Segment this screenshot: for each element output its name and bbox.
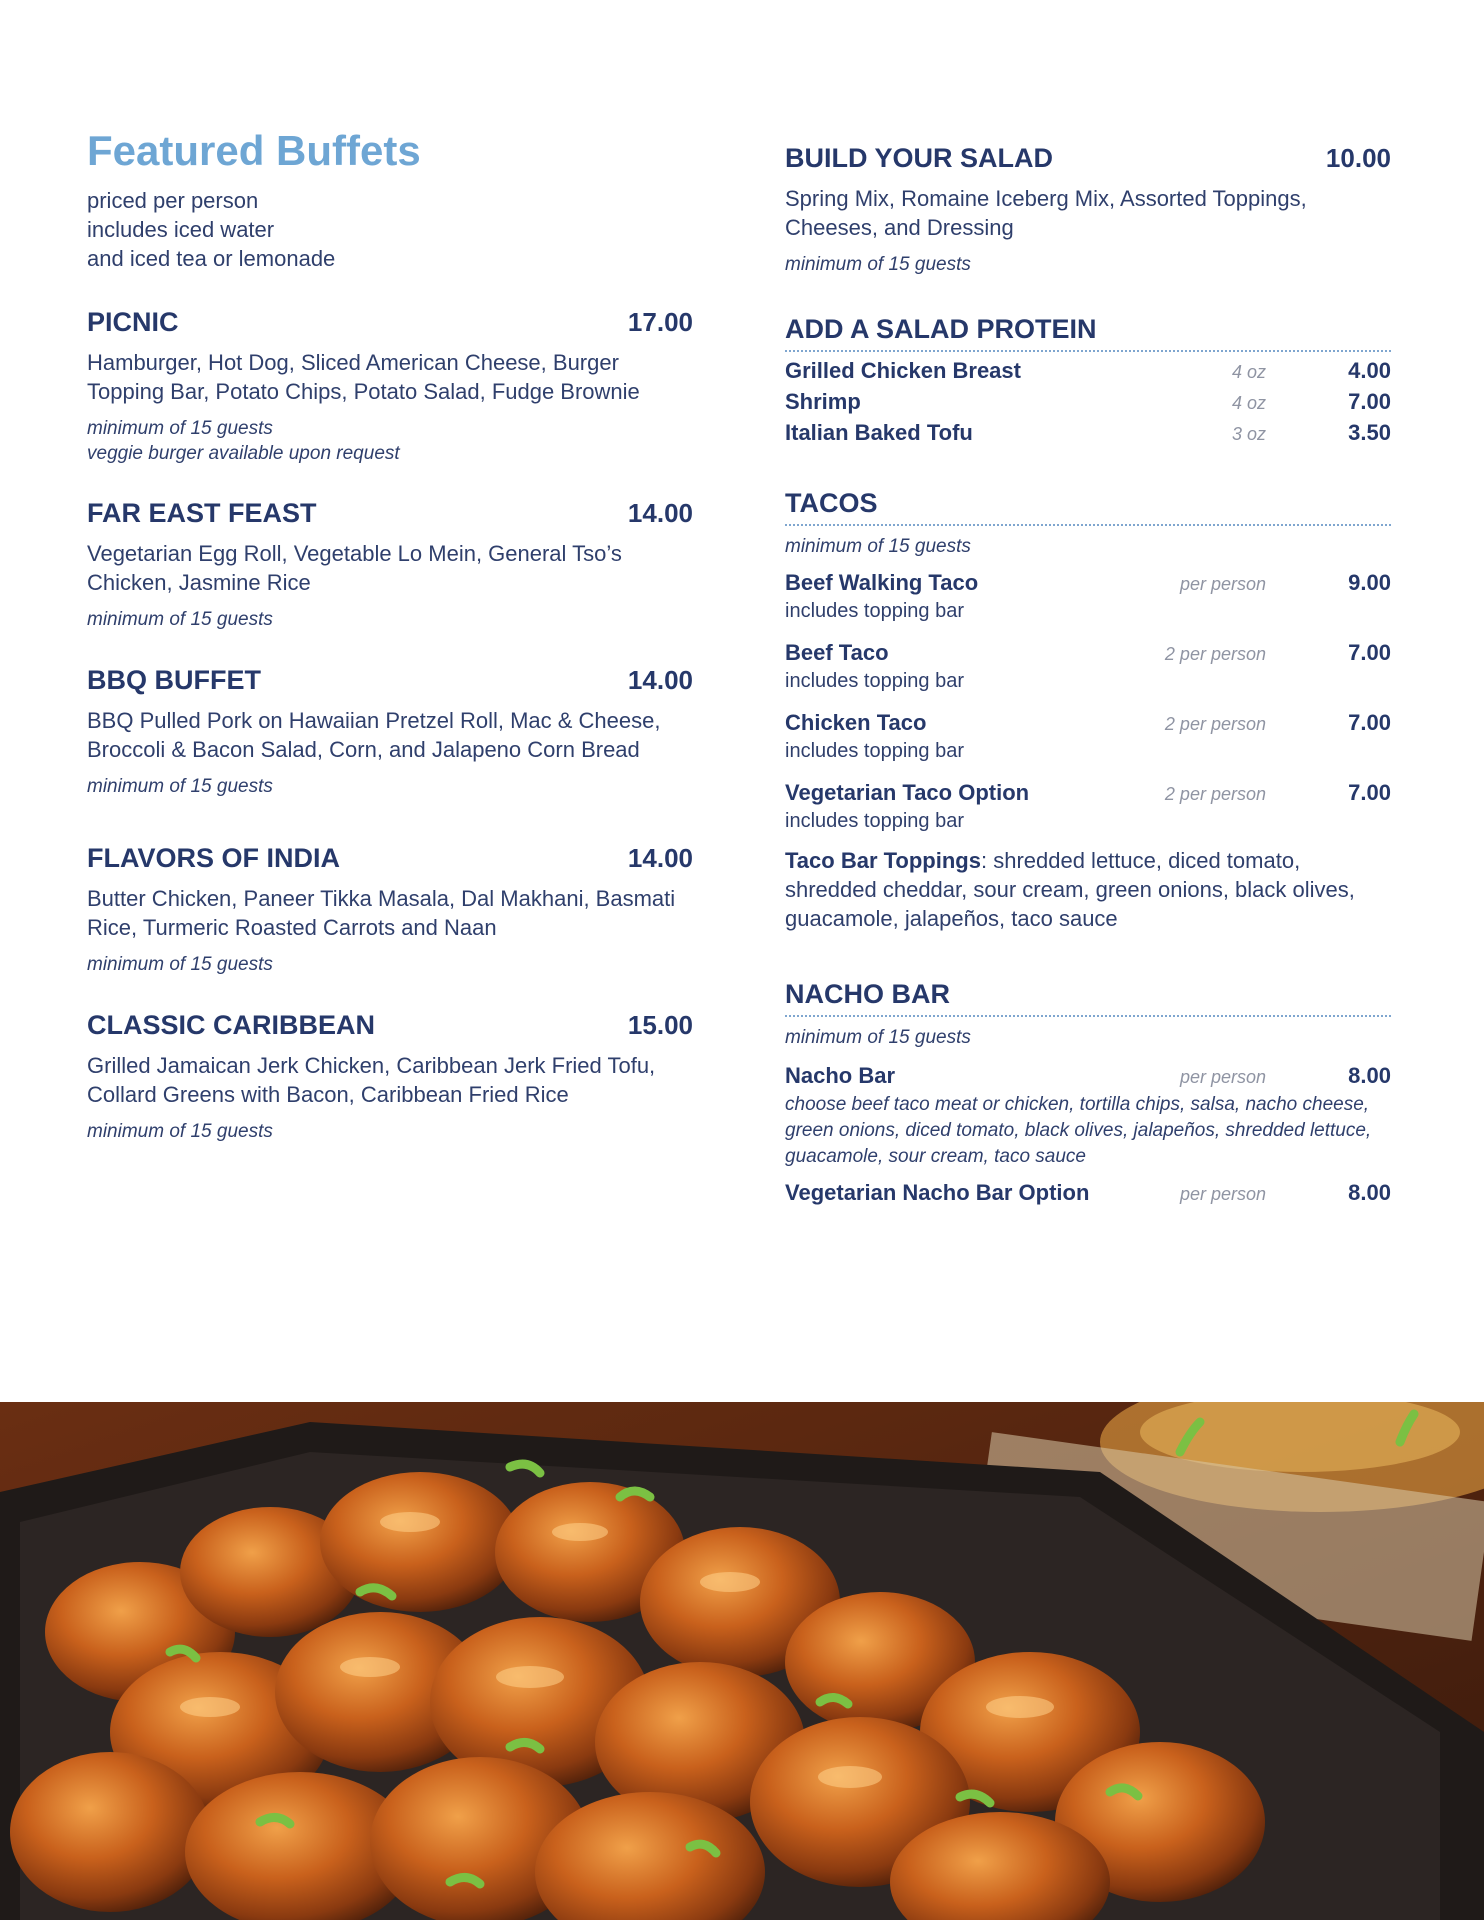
protein-portion: 4 oz (1231, 362, 1266, 382)
buffet-note: minimum of 15 guests (87, 954, 273, 975)
nacho-portion: per person (1179, 1184, 1266, 1204)
taco-name: Vegetarian Taco Option (785, 780, 1030, 805)
buffet-note: minimum of 15 guests (87, 1121, 273, 1142)
buffet-description: Grilled Jamaican Jerk Chicken, Caribbean Jerk Fried Tofu, Collard Greens with Bacon, Caribbean Fried Rice (87, 1053, 656, 1107)
buffet-price: 14.00 (627, 843, 693, 873)
toppings-label: Taco Bar Toppings (785, 848, 981, 873)
nacho-subtext: choose beef taco meat or chicken, tortilla chips, salsa, nacho cheese, green onions, diced tomato, black olives, jalapeños, shredded lettuce, guacamole, sour cream, taco sauce (785, 1094, 1372, 1167)
left-column (87, 126, 693, 1142)
taco-portion: 2 per person (1164, 644, 1266, 664)
taco-item (785, 568, 1391, 624)
toppings-text: : shredded lettuce, diced tomato, shredded cheddar, sour cream, green onions, black olives, guacamole, jalapeños, taco sauce (785, 848, 1355, 931)
intro-text (87, 186, 693, 273)
protein-name: Grilled Chicken Breast (785, 358, 1021, 383)
buffet-price: 14.00 (627, 498, 693, 528)
taco-toppings (785, 846, 1391, 933)
taco-subtext: includes topping bar (785, 810, 965, 832)
nacho-name: Nacho Bar (785, 1063, 896, 1088)
nacho-portion: per person (1179, 1067, 1266, 1087)
section-title: ADD A SALAD PROTEIN (785, 312, 1391, 352)
section-title: TACOS (785, 486, 1391, 526)
taco-item (785, 708, 1391, 764)
taco-price: 7.00 (1348, 640, 1391, 665)
protein-price: 3.50 (1348, 420, 1391, 445)
taco-price: 9.00 (1348, 570, 1391, 595)
intro-line: includes iced water (87, 217, 275, 242)
protein-row (785, 387, 1391, 418)
tacos-note: minimum of 15 guests (785, 536, 971, 557)
buffet-name: FLAVORS OF INDIA (87, 843, 340, 873)
taco-subtext: includes topping bar (785, 670, 965, 692)
salad-name: BUILD YOUR SALAD (785, 143, 1054, 173)
taco-portion: per person (1179, 574, 1266, 594)
salad-section (785, 142, 1391, 278)
buffet-price: 17.00 (627, 307, 693, 337)
buffet-item (87, 664, 693, 800)
buffet-note: veggie burger available upon request (87, 443, 400, 464)
buffet-description: Vegetarian Egg Roll, Vegetable Lo Mein, General Tso’s Chicken, Jasmine Rice (87, 541, 622, 595)
section-title: NACHO BAR (785, 977, 1391, 1017)
protein-section (785, 312, 1391, 449)
protein-name: Italian Baked Tofu (785, 420, 973, 445)
salad-description: Spring Mix, Romaine Iceberg Mix, Assorted Toppings, Cheeses, and Dressing (785, 186, 1307, 240)
buffet-description: Butter Chicken, Paneer Tikka Masala, Dal Makhani, Basmati Rice, Turmeric Roasted Carrots and Naan (87, 886, 676, 940)
protein-price: 7.00 (1348, 389, 1391, 414)
buffet-name: PICNIC (87, 307, 179, 337)
nacho-note: minimum of 15 guests (785, 1027, 971, 1048)
buffet-name: BBQ BUFFET (87, 665, 261, 695)
nacho-name: Vegetarian Nacho Bar Option (785, 1180, 1090, 1205)
buffet-item (87, 842, 693, 978)
intro-line: priced per person (87, 188, 259, 213)
taco-subtext: includes topping bar (785, 600, 965, 622)
taco-price: 7.00 (1348, 710, 1391, 735)
salad-note: minimum of 15 guests (785, 254, 971, 275)
nacho-item (785, 1061, 1391, 1170)
food-photo (0, 1402, 1484, 1920)
protein-portion: 3 oz (1231, 424, 1266, 444)
salad-price: 10.00 (1325, 143, 1391, 173)
buffet-description: Hamburger, Hot Dog, Sliced American Cheese, Burger Topping Bar, Potato Chips, Potato Salad, Fudge Brownie (87, 350, 640, 404)
protein-portion: 4 oz (1231, 393, 1266, 413)
taco-subtext: includes topping bar (785, 740, 965, 762)
taco-name: Chicken Taco (785, 710, 927, 735)
taco-name: Beef Taco (785, 640, 889, 665)
protein-row (785, 418, 1391, 449)
buffet-note: minimum of 15 guests (87, 609, 273, 630)
buffet-price: 14.00 (627, 665, 693, 695)
tacos-section (785, 486, 1391, 933)
buffet-item (87, 497, 693, 633)
buffet-item (87, 306, 693, 466)
buffet-description: BBQ Pulled Pork on Hawaiian Pretzel Roll, Mac & Cheese, Broccoli & Bacon Salad, Corn, and Jalapeno Corn Bread (87, 708, 661, 762)
buffet-name: CLASSIC CARIBBEAN (87, 1010, 376, 1040)
buffet-item (87, 1009, 693, 1145)
taco-portion: 2 per person (1164, 784, 1266, 804)
taco-price: 7.00 (1348, 780, 1391, 805)
taco-name: Beef Walking Taco (785, 570, 979, 595)
page-title: Featured Buffets (87, 127, 421, 174)
protein-price: 4.00 (1348, 358, 1391, 383)
nacho-section (785, 977, 1391, 1209)
taco-portion: 2 per person (1164, 714, 1266, 734)
protein-name: Shrimp (785, 389, 861, 414)
buffet-name: FAR EAST FEAST (87, 498, 317, 528)
nacho-item (785, 1178, 1391, 1209)
intro-line: and iced tea or lemonade (87, 246, 336, 271)
nacho-price: 8.00 (1348, 1063, 1391, 1088)
protein-row (785, 356, 1391, 387)
buffet-price: 15.00 (627, 1010, 693, 1040)
taco-item (785, 638, 1391, 694)
food-photo-illustration (0, 1402, 1484, 1920)
buffet-note: minimum of 15 guests (87, 418, 273, 439)
taco-item (785, 778, 1391, 834)
buffet-notes (87, 416, 693, 466)
nacho-price: 8.00 (1348, 1180, 1391, 1205)
buffet-note: minimum of 15 guests (87, 776, 273, 797)
